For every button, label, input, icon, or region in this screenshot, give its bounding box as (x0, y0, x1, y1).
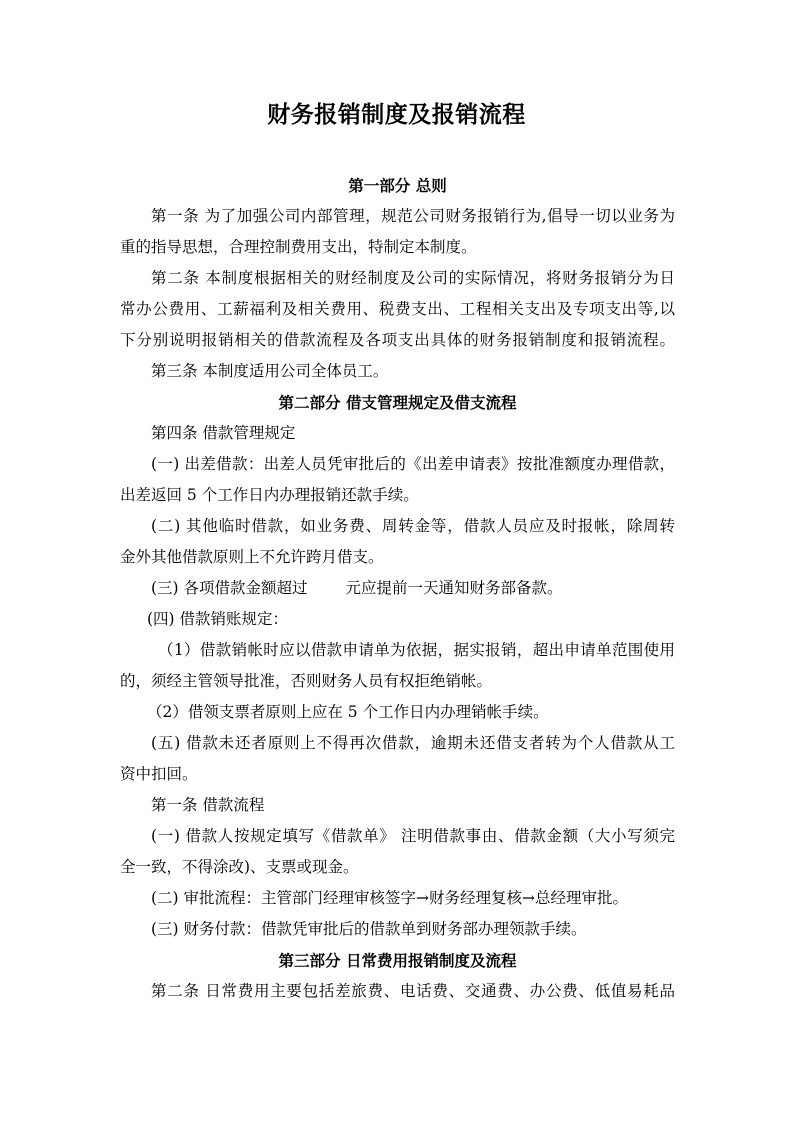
paragraph-line: 第二条 日常费用主要包括差旅费、电话费、交通费、办公费、低值易耗品 (151, 982, 675, 1000)
paragraph-line: 重的指导思想，合理控制费用支出，特制定本制度。 (120, 238, 477, 256)
paragraph-line: 第一条 借款流程 (151, 796, 265, 814)
paragraph-line: 下分别说明报销相关的借款流程及各项支出具体的财务报销制度和报销流程。 (120, 331, 675, 349)
paragraph-line: （2）借领支票者原则上应在 5 个工作日内办理销帐手续。 (147, 703, 549, 721)
paragraph-line: （1）借款销帐时应以借款申请单为依据，据实报销，超出申请单范围使用 (158, 641, 675, 659)
paragraph-line: (五) 借款未还者原则上不得再次借款，逾期未还借支者转为个人借款从工 (151, 734, 675, 752)
paragraph-line: (二) 其他临时借款，如业务费、周转金等，借款人员应及时报帐，除周转 (151, 517, 675, 535)
paragraph-text-after-blank: 元应提前一天通知财务部备款。 (345, 579, 563, 597)
paragraph-line: 出差返回 5 个工作日内办理报销还款手续。 (120, 486, 419, 504)
paragraph-line: 第一条 为了加强公司内部管理，规范公司财务报销行为,倡导一切以业务为 (151, 207, 675, 225)
section-heading-2: 第二部分 借支管理规定及借支流程 (278, 393, 517, 412)
document-title: 财务报销制度及报销流程 (267, 101, 526, 128)
paragraph-line: (二) 审批流程：主管部门经理审核签字→财务经理复核→总经理审批。 (151, 889, 628, 907)
paragraph-line: 金外其他借款原则上不允许跨月借支。 (120, 548, 384, 566)
paragraph-line: 的，须经主管领导批准，否则财务人员有权拒绝销帐。 (120, 672, 493, 690)
document-body (120, 170, 675, 1007)
paragraph-line: 常办公费用、工薪福利及相关费用、税费支出、工程相关支出及专项支出等,以 (120, 300, 675, 318)
section-heading-3: 第三部分 日常费用报销制度及流程 (278, 951, 517, 970)
paragraph-line: 第三条 本制度适用公司全体员工。 (151, 362, 389, 380)
paragraph-line: (一) 借款人按规定填写《借款单》 注明借款事由、借款金额（大小写须完 (151, 827, 675, 845)
paragraph-line: 第四条 借款管理规定 (151, 424, 296, 442)
paragraph-line: (四) 借款销账规定： (147, 610, 289, 628)
paragraph-line: (三) 财务付款：借款凭审批后的借款单到财务部办理领款手续。 (151, 920, 587, 938)
paragraph-line: 第二条 本制度根据相关的财经制度及公司的实际情况，将财务报销分为日 (151, 269, 675, 287)
paragraph-line: 全一致，不得涂改)、支票或现金。 (120, 858, 359, 876)
paragraph-text-before-blank: (三) 各项借款金额超过 (151, 579, 308, 597)
paragraph-line: (一) 出差借款：出差人员凭审批后的《出差申请表》按批准额度办理借款， (151, 455, 675, 473)
paragraph-line: 资中扣回。 (120, 765, 198, 783)
section-heading-1: 第一部分 总则 (348, 176, 447, 195)
paragraph-line-with-blank (120, 573, 675, 604)
